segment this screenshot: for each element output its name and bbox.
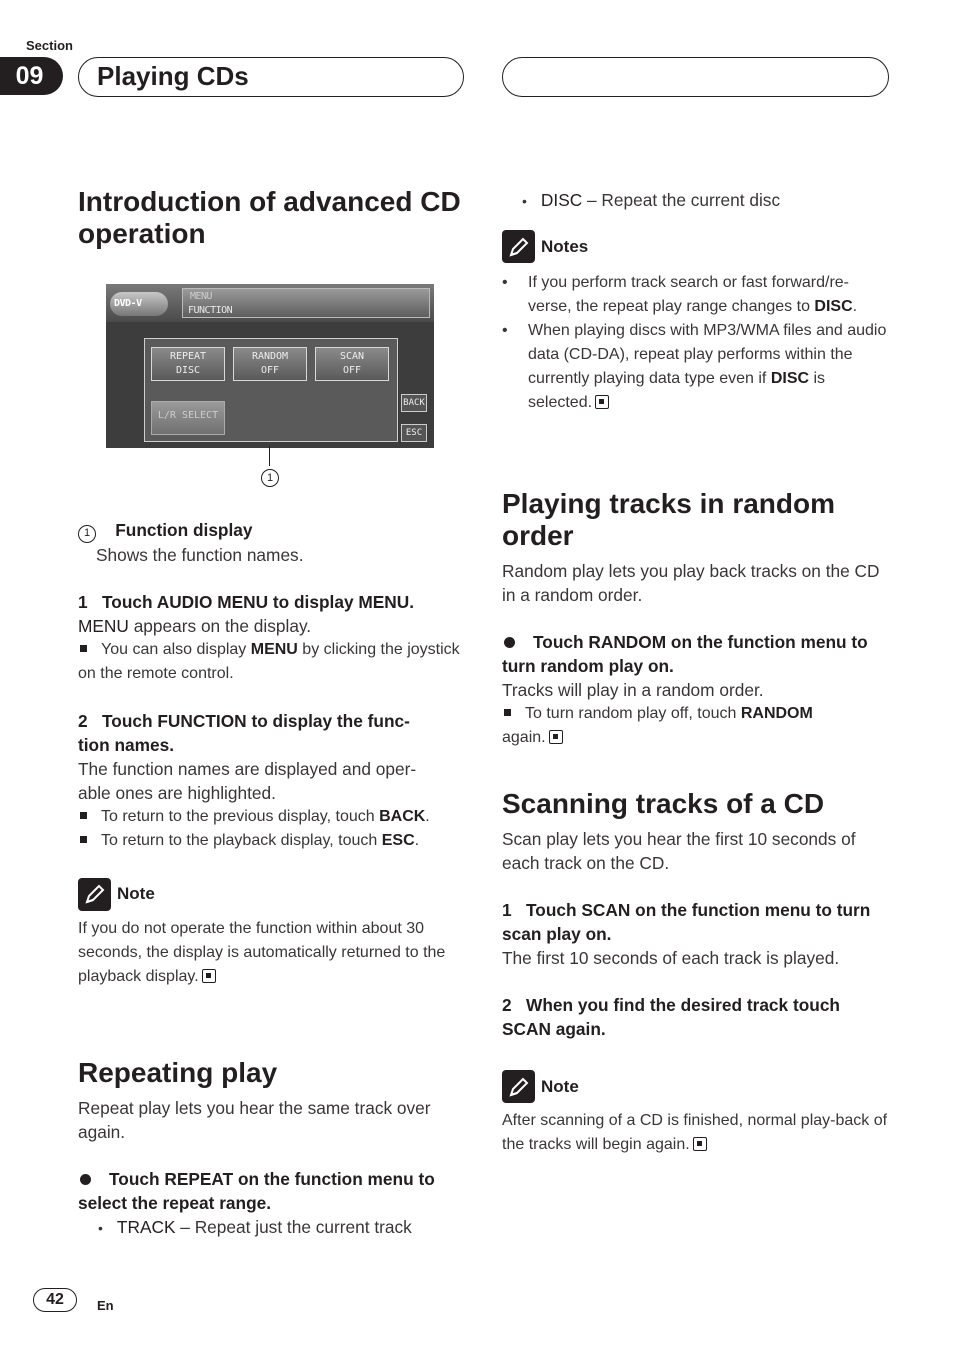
repeat-heading: Repeating play	[78, 1057, 278, 1088]
note-header: Note	[78, 878, 466, 911]
legend-title: Function display	[115, 520, 253, 540]
random-desc: Random play lets you play back tracks on the CD in a random order.	[502, 561, 880, 605]
step2-title: 2 Touch FUNCTION to display the func- tion names.	[78, 710, 410, 755]
screen-menu-label: MENU	[190, 291, 213, 302]
repeat-continued: • DISC – Repeat the current disc Notes • If you perform track search or fast forward/re-verse, the repeat play range changes to DISC. • When playing discs with MP3/WMA files and audio data (CD-DA), repeat play performs within the currently playing data type even if DISC is selected.	[502, 188, 890, 415]
section-number-badge: 09	[0, 57, 63, 95]
screen-esc-button: ESC	[401, 424, 427, 442]
random-heading: Playing tracks in random order	[502, 488, 835, 551]
page-number: 42	[33, 1288, 77, 1312]
scan-step1-text: The first 10 seconds of each track is played.	[502, 948, 840, 968]
pencil-note-icon	[502, 1070, 535, 1103]
step1-title: 1 Touch AUDIO MENU to display MENU.	[78, 591, 415, 612]
scan-section	[502, 788, 890, 1157]
pencil-note-icon	[502, 230, 535, 263]
end-mark-icon	[693, 1137, 707, 1151]
scan-step2-title: 2 When you find the desired track touch SCAN again.	[502, 995, 840, 1039]
end-mark-icon	[595, 395, 609, 409]
header-empty-pill	[502, 57, 889, 97]
screen-random-button: RANDOM OFF	[233, 347, 307, 381]
screen-logo-text: DVD-V	[114, 298, 142, 309]
legend-desc: Shows the function names.	[96, 544, 304, 565]
random-step-title: Touch RANDOM on the function menu to turn random play on.	[502, 632, 868, 676]
scan-desc: Scan play lets you hear the first 10 seconds of each track on the CD.	[502, 829, 856, 873]
intro-section	[78, 186, 466, 250]
screen-function-label: FUNCTION	[188, 305, 233, 316]
legend-number: 1	[78, 525, 96, 543]
scan-note-text: After scanning of a CD is finished, normal play-back of the tracks will begin again.	[502, 1112, 888, 1153]
scan-step1-title: 1 Touch SCAN on the function menu to turn scan play on.	[502, 900, 871, 944]
random-section: Playing tracks in random order Random play lets you play back tracks on the CD in a random order. Touch RANDOM on the function menu to turn random play on. Tracks will play in a random order. To turn random play off, touch RANDOM again.	[502, 488, 890, 750]
note-header: Note	[502, 1070, 890, 1103]
screen-repeat-button: REPEAT DISC	[151, 347, 225, 381]
intro-heading: Introduction of advanced CD operation	[78, 186, 461, 249]
language-label: En	[97, 1298, 114, 1313]
notes-header: Notes	[502, 230, 890, 263]
repeat-desc: Repeat play lets you hear the same track over again.	[78, 1098, 431, 1142]
screen-lr-select-button: L/R SELECT	[151, 401, 225, 435]
callout-line	[269, 446, 270, 466]
intro-body: 1 Function display Shows the function names. 1 Touch AUDIO MENU to display MENU. MENU appears on the display. You can also display MENU by clicking the joystick on the remote control. 2 Touch FUNCTION to display the func- tion names. The function names are displayed and oper- able ones are highlighted. To return to the previous display, touch BACK. To return to the playback display, touch ESC. Note If you do not operate the function within about 30 seconds, the display is automatically returned to the playback display.	[78, 518, 466, 989]
scan-heading: Scanning tracks of a CD	[502, 788, 825, 819]
random-step-text: Tracks will play in a random order.	[502, 680, 764, 700]
section-label: Section	[26, 38, 73, 53]
chapter-title: Playing CDs	[78, 57, 464, 97]
repeat-step-title: Touch REPEAT on the function menu to select the repeat range.	[78, 1169, 435, 1213]
pencil-note-icon	[78, 878, 111, 911]
repeat-section: Repeating play Repeat play lets you hear the same track over again. Touch REPEAT on the function menu to select the repeat range. • TRACK – Repeat just the current track	[78, 1057, 466, 1240]
function-display-screenshot	[106, 284, 434, 448]
screen-back-button: BACK	[401, 394, 427, 412]
callout-number: 1	[261, 469, 279, 487]
end-mark-icon	[549, 730, 563, 744]
note-text: If you do not operate the function within about 30 seconds, the display is automatically returned to the playback display.	[78, 919, 446, 985]
end-mark-icon	[202, 969, 216, 983]
screen-scan-button: SCAN OFF	[315, 347, 389, 381]
